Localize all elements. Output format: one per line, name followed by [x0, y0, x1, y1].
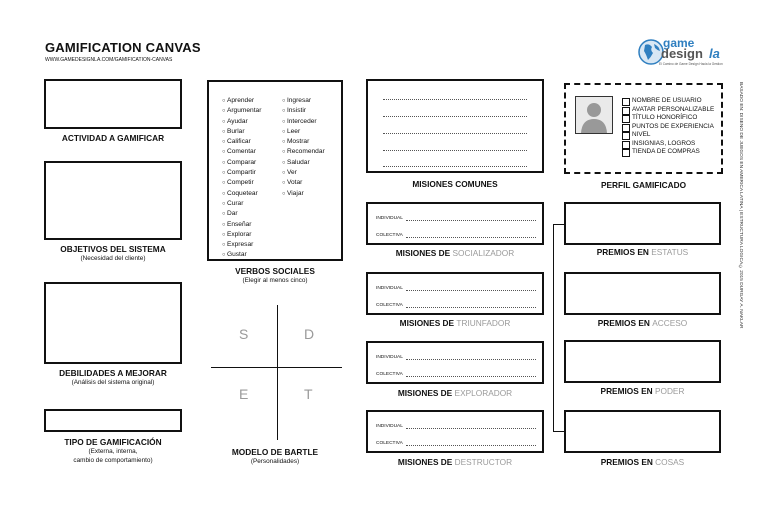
colectiva-line[interactable] — [406, 307, 536, 308]
premio-poder-label — [564, 386, 721, 396]
colectiva-label: COLECTIVA — [376, 233, 403, 238]
bartle-quadrant — [211, 305, 342, 440]
logo-tagline: El Camino de Game Design Hacia la Gestion — [659, 62, 723, 66]
colectiva-line[interactable] — [406, 376, 536, 377]
verbos-sub: (Elegir al menos cinco) — [242, 277, 308, 284]
logo-word-game: game — [663, 36, 695, 50]
misiones-comunes-label: MISIONES COMUNES — [412, 179, 498, 189]
verb-option: ○ Interceder — [282, 117, 325, 127]
logo-word-design: design — [661, 46, 703, 61]
bartle-label: MODELO DE BARTLE — [231, 447, 319, 457]
mission-line[interactable] — [383, 166, 527, 167]
mision-explorador-box[interactable] — [366, 341, 544, 384]
verbs-column-1 — [222, 96, 261, 261]
colectiva-label: COLECTIVA — [376, 441, 403, 446]
triunfador-word: TRIUNFADOR — [456, 318, 511, 328]
verb-option: ○ Votar — [282, 178, 325, 188]
cosas-word: COSAS — [655, 457, 685, 467]
side-credit-text: BASADO EN: DISEÑO DE JUEGOS EN AMERICA LATINA | ESTRUCTURA LÓGICA ©2015 DURGAY A. NAKLAR — [738, 82, 743, 329]
gamedesignla-logo — [637, 36, 727, 70]
mission-line[interactable] — [383, 150, 527, 151]
bartle-horizontal-axis — [211, 367, 342, 368]
destructor-word: DESTRUCTOR — [454, 457, 513, 467]
premios-prefix: PREMIOS EN — [600, 457, 653, 467]
perfil-checkbox-item[interactable]: INSIGNIAS, LOGROS — [622, 140, 714, 149]
mission-line[interactable] — [383, 99, 527, 100]
user-silhouette-icon — [576, 97, 612, 133]
verb-option: ○ Calificar — [222, 137, 261, 147]
mision-explorador-label — [366, 388, 544, 398]
estatus-word: ESTATUS — [651, 247, 689, 257]
individual-line[interactable] — [406, 290, 536, 291]
premio-estatus-label — [564, 247, 721, 257]
individual-line[interactable] — [406, 428, 536, 429]
logo-suffix: la — [709, 46, 720, 61]
verb-option: ○ Argumentar — [222, 106, 261, 116]
verbos-label: VERBOS SOCIALES — [235, 266, 315, 276]
misiones-prefix: MISIONES DE — [397, 388, 453, 398]
perfil-box[interactable] — [564, 83, 723, 174]
verb-option: ○ Insistir — [282, 106, 325, 116]
misiones-prefix: MISIONES DE — [395, 248, 451, 258]
bartle-vertical-axis — [277, 305, 278, 440]
premio-cosas-label — [564, 457, 721, 467]
connector-vertical — [553, 224, 554, 431]
verb-option: ○ Curar — [222, 199, 261, 209]
individual-line[interactable] — [406, 220, 536, 221]
acceso-word: ACCESO — [652, 318, 688, 328]
debilidades-sub: (Análisis del sistema original) — [71, 379, 155, 386]
perfil-checkbox-item[interactable]: TÍTULO HONORÍFICO — [622, 114, 714, 123]
individual-label: INDIVIDUAL — [376, 424, 403, 429]
verb-option: ○ Saludar — [282, 158, 325, 168]
verb-option: ○ Gustar — [222, 250, 261, 260]
mission-line[interactable] — [383, 133, 527, 134]
objetivos-label: OBJETIVOS DEL SISTEMA — [60, 244, 166, 254]
actividad-label: ACTIVIDAD A GAMIFICAR — [61, 133, 165, 143]
premios-prefix: PREMIOS EN — [597, 318, 650, 328]
mission-line[interactable] — [383, 116, 527, 117]
actividad-box[interactable] — [44, 79, 182, 129]
bartle-achiever-letter: D — [304, 326, 315, 342]
perfil-checkbox-item[interactable]: NOMBRE DE USUARIO — [622, 97, 714, 106]
mision-triunfador-label — [366, 318, 544, 328]
mision-socializador-label — [366, 248, 544, 258]
verb-option: ○ Ayudar — [222, 117, 261, 127]
mision-destructor-label — [366, 457, 544, 467]
verb-option: ○ Competir — [222, 178, 261, 188]
avatar-placeholder — [575, 96, 613, 134]
perfil-checkbox-item[interactable]: NIVEL — [622, 131, 714, 140]
verb-option: ○ Explorar — [222, 230, 261, 240]
perfil-checkbox-item[interactable]: TIENDA DE COMPRAS — [622, 148, 714, 157]
individual-label: INDIVIDUAL — [376, 216, 403, 221]
poder-word: PODER — [654, 386, 685, 396]
colectiva-line[interactable] — [406, 237, 536, 238]
verb-option: ○ Coquetear — [222, 189, 261, 199]
verb-option: ○ Ver — [282, 168, 325, 178]
page-title: GAMIFICATION CANVAS — [45, 40, 201, 55]
verb-option: ○ Compartir — [222, 168, 261, 178]
verbs-column-2 — [282, 96, 325, 199]
socializador-word: SOCIALIZADOR — [452, 248, 515, 258]
misiones-comunes-box[interactable] — [366, 79, 544, 173]
page-url[interactable]: WWW.GAMEDESIGNLA.COM/GAMIFICATION-CANVAS — [45, 57, 173, 63]
explorador-word: EXPLORADOR — [454, 388, 513, 398]
verb-option: ○ Burlar — [222, 127, 261, 137]
verb-option: ○ Leer — [282, 127, 325, 137]
verb-option: ○ Recomendar — [282, 147, 325, 157]
perfil-label: PERFIL GAMIFICADO — [600, 180, 687, 190]
premios-prefix: PREMIOS EN — [600, 386, 653, 396]
tipo-sub-line1: (Externa, interna, — [88, 448, 138, 455]
verbos-box[interactable] — [207, 80, 343, 261]
bartle-killer-letter: T — [304, 386, 313, 402]
bartle-socializer-letter: S — [239, 326, 249, 342]
mision-triunfador-box[interactable] — [366, 272, 544, 315]
verb-option: ○ Dar — [222, 209, 261, 219]
verb-option: ○ Comparar — [222, 158, 261, 168]
debilidades-box[interactable] — [44, 282, 182, 364]
perfil-checkbox-item[interactable]: PUNTOS DE EXPERIENCIA — [622, 123, 714, 132]
premio-acceso-label — [564, 318, 721, 328]
perfil-checkbox-item[interactable]: AVATAR PERSONALIZABLE — [622, 106, 714, 115]
verb-option: ○ Mostrar — [282, 137, 325, 147]
mision-socializador-box[interactable] — [366, 202, 544, 245]
colectiva-line[interactable] — [406, 445, 536, 446]
objetivos-sub: (Necesidad del cliente) — [80, 255, 146, 262]
objetivos-box[interactable] — [44, 161, 182, 240]
colectiva-label: COLECTIVA — [376, 372, 403, 377]
premios-prefix: PREMIOS EN — [596, 247, 649, 257]
tipo-box[interactable] — [44, 409, 182, 432]
individual-line[interactable] — [406, 359, 536, 360]
tipo-sub-line2: cambio de comportamiento) — [73, 457, 153, 464]
tipo-label: TIPO DE GAMIFICACIÓN — [64, 437, 162, 447]
verb-option: ○ Expresar — [222, 240, 261, 250]
debilidades-label: DEBILIDADES A MEJORAR — [59, 368, 167, 378]
premio-acceso-box[interactable] — [564, 272, 721, 315]
individual-label: INDIVIDUAL — [376, 355, 403, 360]
mision-destructor-box[interactable] — [366, 410, 544, 453]
premio-cosas-box[interactable] — [564, 410, 721, 453]
bartle-explorer-letter: E — [239, 386, 249, 402]
verb-option: ○ Aprender — [222, 96, 261, 106]
misiones-prefix: MISIONES DE — [399, 318, 455, 328]
premio-poder-box[interactable] — [564, 340, 721, 383]
colectiva-label: COLECTIVA — [376, 303, 403, 308]
verb-option: ○ Comentar — [222, 147, 261, 157]
individual-label: INDIVIDUAL — [376, 286, 403, 291]
verb-option: ○ Enseñar — [222, 220, 261, 230]
perfil-checklist — [622, 97, 714, 157]
misiones-prefix: MISIONES DE — [397, 457, 453, 467]
verb-option: ○ Viajar — [282, 189, 325, 199]
premio-estatus-box[interactable] — [564, 202, 721, 245]
verb-option: ○ Ingresar — [282, 96, 325, 106]
bartle-sub: (Personalidades) — [250, 458, 300, 465]
